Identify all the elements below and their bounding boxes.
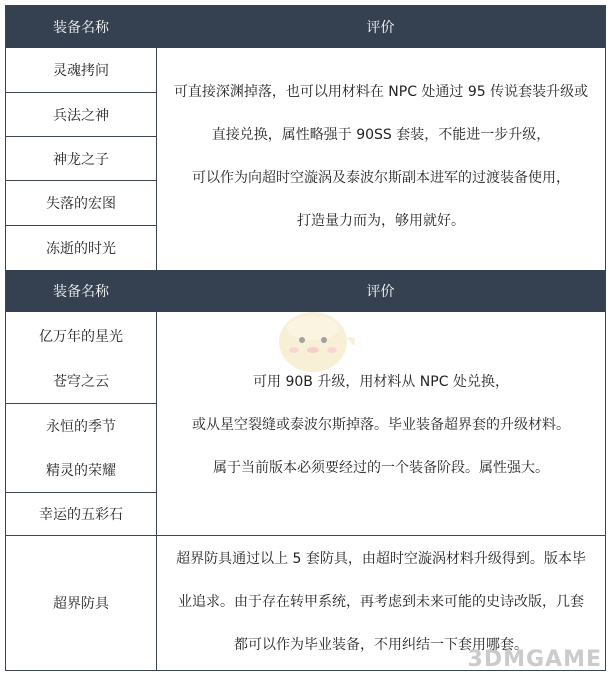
equipment-name-cell: 苍穹之云 — [53, 374, 109, 390]
review-line: 可以作为向超时空漩涡及泰波尔斯副本进军的过渡装备使用， — [192, 170, 570, 186]
review-text-2 — [157, 361, 605, 490]
header-review: 评价 — [366, 284, 395, 300]
header-equipment-name: 装备名称 — [53, 284, 109, 300]
equipment-name-cell: 亿万年的星光 — [39, 329, 123, 345]
review-line: 属于当前版本必须要经过的一个装备阶段。属性强大。 — [213, 460, 549, 476]
header-review: 评价 — [366, 20, 395, 36]
equipment-name-cell: 神龙之子 — [53, 151, 109, 168]
equipment-name-cell: 兵法之神 — [53, 107, 109, 124]
review-line: 直接兑换，属性略强于 90SS 套装，不能进一步升级， — [211, 127, 551, 143]
review-line: 或从星空裂缝或泰波尔斯掉落。毕业装备超界套的升级材料。 — [192, 417, 570, 433]
equipment-name-cell: 超界防具 — [53, 596, 109, 612]
equipment-name-cell: 永恒的季节 — [46, 419, 116, 435]
review-line: 可用 90B 升级，用材料从 NPC 处兑换， — [253, 374, 509, 390]
equipment-name-cell: 幸运的五彩石 — [39, 507, 123, 523]
equipment-name-cell: 失落的宏图 — [46, 196, 116, 212]
review-text-1 — [157, 71, 605, 243]
review-line: 都可以作为毕业装备，不用纠结一下套用哪套。 — [234, 637, 528, 653]
review-line: 业追求。由于存在转甲系统，再考虑到未来可能的史诗改版，几套 — [178, 594, 584, 610]
header-equipment-name: 装备名称 — [53, 20, 109, 36]
review-line: 打造量力而为，够用就好。 — [297, 213, 465, 229]
review-line: 可直接深渊掉落，也可以用材料在 NPC 处通过 95 传说套装升级或 — [173, 84, 589, 100]
equipment-name-cell: 冻逝的时光 — [46, 241, 116, 257]
equipment-name-cell: 精灵的荣耀 — [46, 463, 116, 479]
table-header-1 — [6, 6, 605, 48]
review-line: 超界防具通过以上 5 套防具，由超时空漩涡材料升级得到。版本毕 — [176, 551, 586, 567]
site-watermark: 3DMGAME — [467, 647, 602, 672]
equipment-name-cell: 灵魂拷问 — [53, 63, 109, 79]
mascot-watermark-icon — [268, 300, 358, 380]
